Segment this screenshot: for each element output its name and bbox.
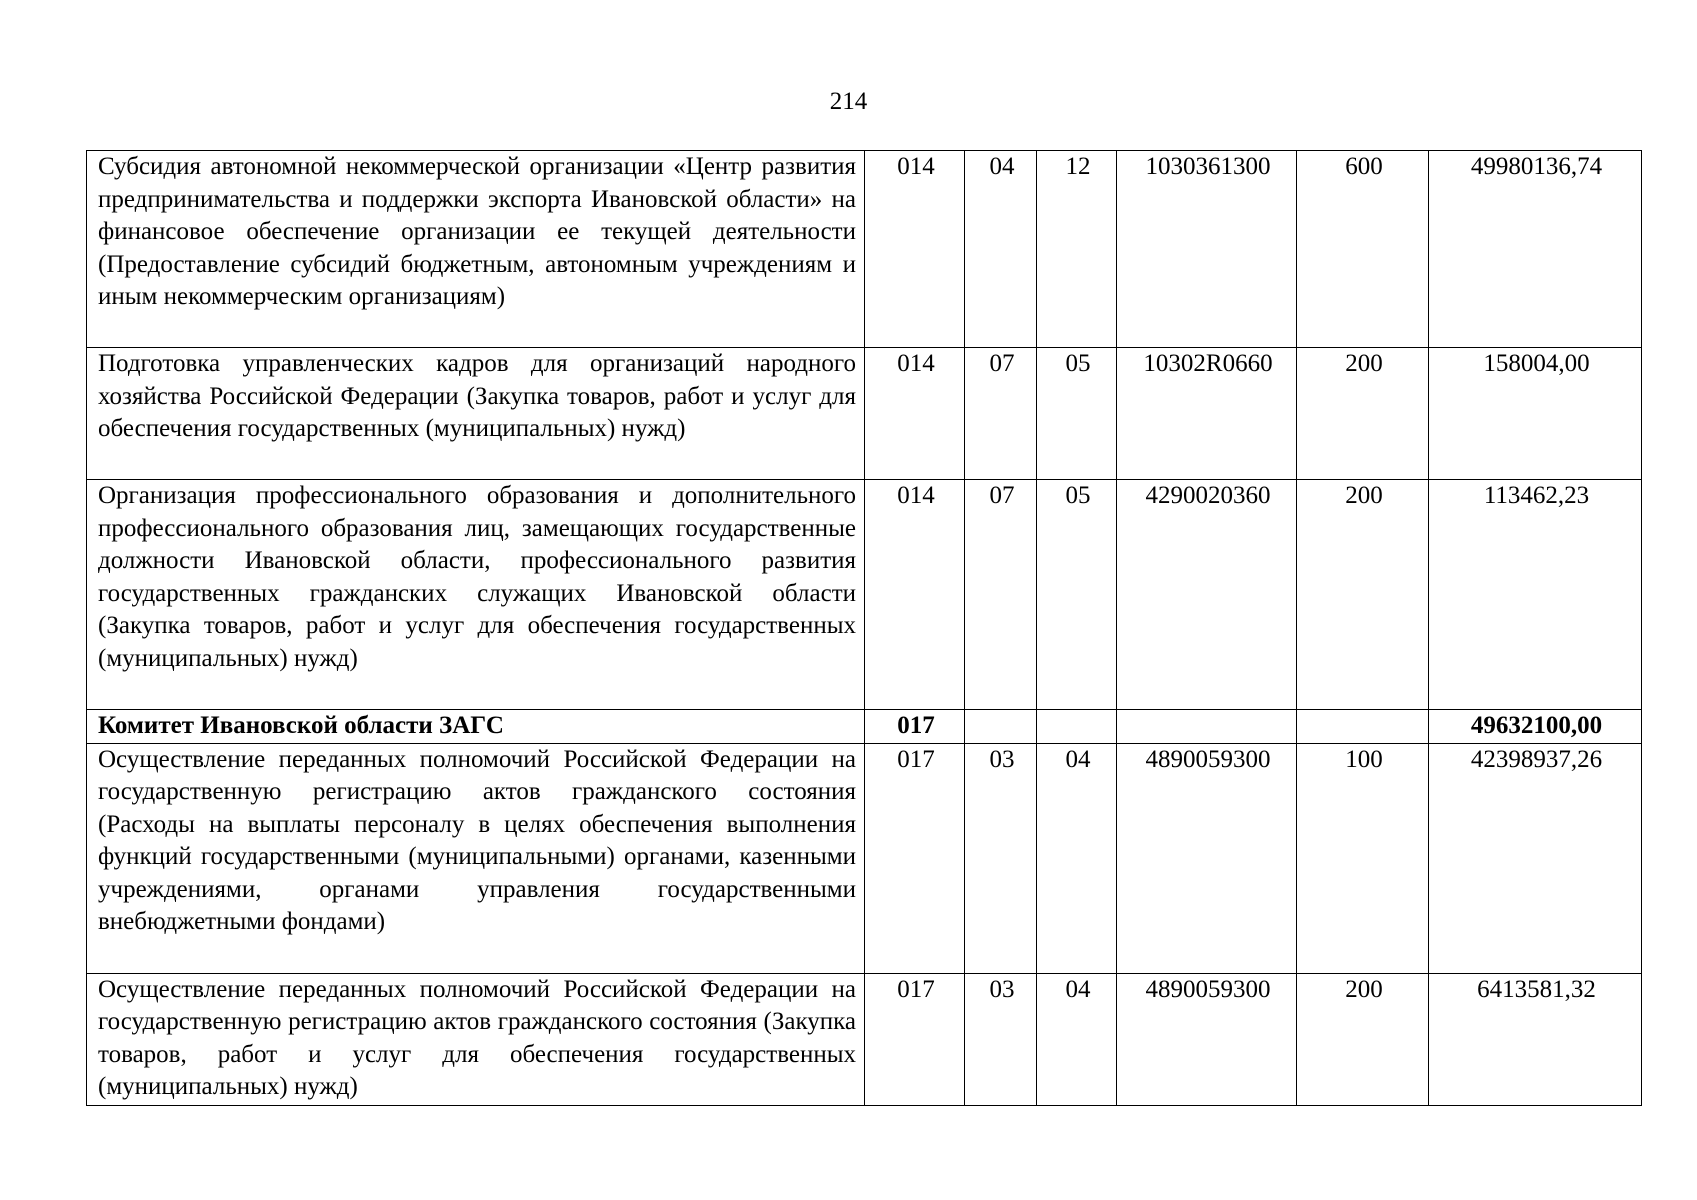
row-section: 03 — [965, 743, 1037, 973]
row-description: Осуществление переданных полномочий Российской Федерации на государственную регистрацию актов гражданского состояния (Расходы на выплаты персоналу в целях обеспечения выполнения функций государственными (муниципальными) органами, казенными учреждениями, органами управления государственными внебюджетными фондами) — [87, 743, 865, 973]
row-description: Субсидия автономной некоммерческой организации «Центр развития предпринимательства и поддержки экспорта Ивановской области» на финансовое обеспечение организации ее текущей деятельности (Предоставление субсидий бюджетным, автономным учреждениям и иным некоммерческим организациям) — [87, 151, 865, 348]
department-name: Комитет Ивановской области ЗАГС — [87, 710, 865, 744]
row-gr-code: 014 — [865, 151, 965, 348]
row-subsection: 04 — [1037, 743, 1117, 973]
row-section: 07 — [965, 348, 1037, 480]
row-expense-type: 100 — [1297, 743, 1429, 973]
row-target-code: 10302R0660 — [1117, 348, 1297, 480]
row-subsection: 04 — [1037, 973, 1117, 1105]
row-gr-code: 017 — [865, 743, 965, 973]
row-expense-type: 200 — [1297, 348, 1429, 480]
row-section: 07 — [965, 480, 1037, 710]
department-gr-code: 017 — [865, 710, 965, 744]
page-number: 214 — [829, 88, 868, 115]
row-description: Осуществление переданных полномочий Российской Федерации на государственную регистрацию актов гражданского состояния (Закупка товаров, работ и услуг для обеспечения государственных (муниципальных) нужд) — [87, 973, 865, 1105]
row-gr-code: 017 — [865, 973, 965, 1105]
row-amount: 6413581,32 — [1429, 973, 1642, 1105]
row-amount: 49980136,74 — [1429, 151, 1642, 348]
row-gr-code: 014 — [865, 480, 965, 710]
row-subsection: 05 — [1037, 480, 1117, 710]
row-subsection: 05 — [1037, 348, 1117, 480]
row-amount: 113462,23 — [1429, 480, 1642, 710]
row-target-code: 4890059300 — [1117, 973, 1297, 1105]
row-target-code: 1030361300 — [1117, 151, 1297, 348]
row-amount: 42398937,26 — [1429, 743, 1642, 973]
table-row — [87, 480, 1642, 710]
row-target-code — [1117, 710, 1297, 744]
row-section — [965, 710, 1037, 744]
row-subsection: 12 — [1037, 151, 1117, 348]
table-row — [87, 973, 1642, 1105]
row-expense-type: 200 — [1297, 480, 1429, 710]
row-expense-type: 600 — [1297, 151, 1429, 348]
budget-table — [86, 150, 1642, 1106]
row-expense-type: 200 — [1297, 973, 1429, 1105]
table-row-department — [87, 710, 1642, 744]
row-expense-type — [1297, 710, 1429, 744]
row-description: Организация профессионального образования и дополнительного профессионального образования лиц, замещающих государственные должности Ивановской области, профессионального развития государственных гражданских служащих Ивановской области (Закупка товаров, работ и услуг для обеспечения государственных (муниципальных) нужд) — [87, 480, 865, 710]
table-row — [87, 743, 1642, 973]
row-target-code: 4890059300 — [1117, 743, 1297, 973]
row-section: 03 — [965, 973, 1037, 1105]
row-description: Подготовка управленческих кадров для организаций народного хозяйства Российской Федерации (Закупка товаров, работ и услуг для обеспечения государственных (муниципальных) нужд) — [87, 348, 865, 480]
row-target-code: 4290020360 — [1117, 480, 1297, 710]
row-amount: 158004,00 — [1429, 348, 1642, 480]
row-subsection — [1037, 710, 1117, 744]
row-section: 04 — [965, 151, 1037, 348]
table-row — [87, 348, 1642, 480]
department-total-amount: 49632100,00 — [1429, 710, 1642, 744]
row-gr-code: 014 — [865, 348, 965, 480]
table-row — [87, 151, 1642, 348]
